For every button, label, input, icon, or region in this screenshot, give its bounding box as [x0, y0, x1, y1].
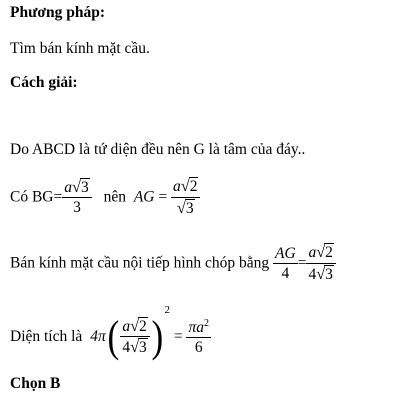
- bg-fraction: $\frac{a√3}{3}$: [62, 179, 91, 218]
- area-exponent: 2: [164, 304, 170, 316]
- bg-prefix: Có BG=: [10, 188, 63, 206]
- area-result-fraction: [186, 318, 211, 357]
- f1-den: 4: [281, 264, 290, 282]
- ag-fraction: $\frac{a√2}{√3}$: [171, 178, 200, 218]
- ag-den-rad: 3: [185, 199, 194, 217]
- f1-num: AG: [273, 245, 298, 264]
- solution-line-2: [10, 178, 200, 218]
- line3-text: Bán kính mặt cầu nội tiếp hình chóp bằng: [10, 254, 270, 272]
- res-den: 6: [194, 339, 203, 357]
- ag-num-rad: 2: [189, 178, 198, 195]
- line4-text: Diện tích là: [10, 328, 83, 345]
- bg-num-a: a: [64, 178, 72, 196]
- f2-den-coef: 4: [308, 265, 317, 283]
- radius-fraction-2: $\frac{a√2}{4√3}$: [306, 244, 335, 284]
- ag-num-a: a: [173, 178, 181, 195]
- radius-fraction-1: [273, 245, 298, 283]
- eq-sign: =: [173, 328, 183, 345]
- in-den-coef: 4: [122, 339, 131, 357]
- f2-num-rad: 2: [325, 244, 333, 261]
- eq-sign: =: [297, 254, 307, 272]
- bg-num-rad: 3: [80, 178, 89, 196]
- solution-line-4: Diện tích là 4π( $\frac{a√2}{4√3}$ )$^2$ = $\frac{\pi a^2}{6}$: [10, 304, 209, 362]
- f2-num-a: a: [308, 244, 317, 261]
- in-den-rad: 3: [139, 339, 147, 357]
- solution-line-3: [10, 244, 336, 284]
- in-num-rad: 2: [139, 317, 147, 335]
- answer: Chọn B: [10, 375, 61, 392]
- mid-word: nên: [103, 188, 126, 206]
- res-exp: 2: [203, 318, 209, 330]
- method-text: Tìm bán kính mặt cầu.: [10, 40, 150, 57]
- heading-solution: Cách giải:: [10, 74, 78, 91]
- area-coef: 4π: [90, 328, 106, 345]
- in-num-a: a: [122, 317, 131, 335]
- f2-den-rad: 3: [325, 265, 333, 283]
- ag-symbol: AG: [133, 188, 155, 206]
- bg-den: 3: [73, 199, 81, 217]
- eq-sign: =: [158, 188, 168, 206]
- heading-method: Phương pháp:: [10, 4, 105, 21]
- area-inner-fraction: $\frac{a√2}{4√3}$: [120, 318, 149, 358]
- res-num: πa: [188, 319, 204, 337]
- solution-line-1: Do ABCD là tứ diện đều nên G là tâm của đáy..: [10, 141, 306, 158]
